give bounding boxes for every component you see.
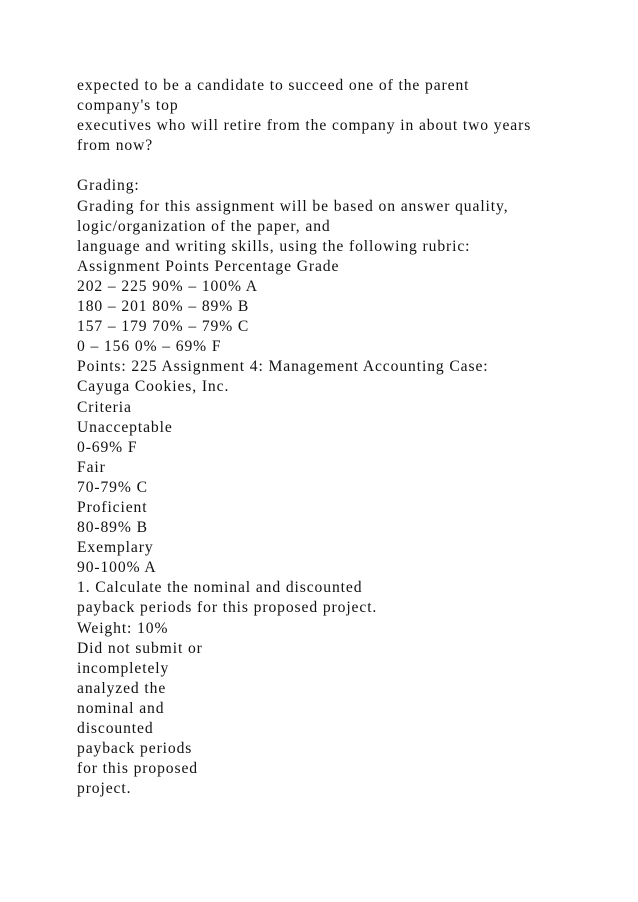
rubric-cell-text: Did not submit or <box>77 639 203 657</box>
text-line: Points: 225 Assignment 4: Management Accounting Case: <box>77 358 489 376</box>
rubric-level-range: 90-100% A <box>77 559 157 577</box>
rubric-cell-text: for this proposed <box>77 760 198 778</box>
text-line: language and writing skills, using the following rubric: <box>77 237 471 255</box>
criterion-text: payback periods for this proposed project. <box>77 599 378 617</box>
text-line: Grading for this assignment will be based on answer quality, <box>77 197 509 215</box>
rubric-level-range: 0-69% F <box>77 438 138 456</box>
grade-table-row: 0 – 156 0% – 69% F <box>77 338 222 356</box>
rubric-level-range: 80-89% B <box>77 519 148 537</box>
rubric-cell-text: analyzed the <box>77 679 167 697</box>
grade-table-header: Assignment Points Percentage Grade <box>77 257 340 275</box>
grade-table-row: 180 – 201 80% – 89% B <box>77 298 250 316</box>
blank-line <box>77 156 617 176</box>
rubric-cell-text: incompletely <box>77 659 170 677</box>
rubric-cell-text: project. <box>77 780 132 798</box>
text-line: company's top <box>77 97 179 115</box>
section-heading: Grading: <box>77 177 140 195</box>
rubric-level-label: Proficient <box>77 498 148 516</box>
text-line: Cayuga Cookies, Inc. <box>77 378 230 396</box>
grade-table-row: 202 – 225 90% – 100% A <box>77 277 258 295</box>
criterion-weight: Weight: 10% <box>77 619 169 637</box>
rubric-level-label: Unacceptable <box>77 418 173 436</box>
document-page <box>77 76 617 799</box>
grade-table-row: 157 – 179 70% – 79% C <box>77 318 250 336</box>
rubric-cell-text: payback periods <box>77 740 193 758</box>
text-line: executives who will retire from the company in about two years <box>77 117 532 135</box>
criterion-text: 1. Calculate the nominal and discounted <box>77 579 363 597</box>
rubric-level-range: 70-79% C <box>77 478 148 496</box>
rubric-cell-text: discounted <box>77 720 154 737</box>
rubric-level-label: Fair <box>77 458 106 476</box>
text-line: from now? <box>77 137 154 155</box>
text-line: expected to be a candidate to succeed one of the parent <box>77 77 470 94</box>
rubric-level-label: Exemplary <box>77 539 154 557</box>
rubric-criteria-label: Criteria <box>77 398 132 416</box>
text-line: logic/organization of the paper, and <box>77 217 331 235</box>
rubric-cell-text: nominal and <box>77 699 165 717</box>
